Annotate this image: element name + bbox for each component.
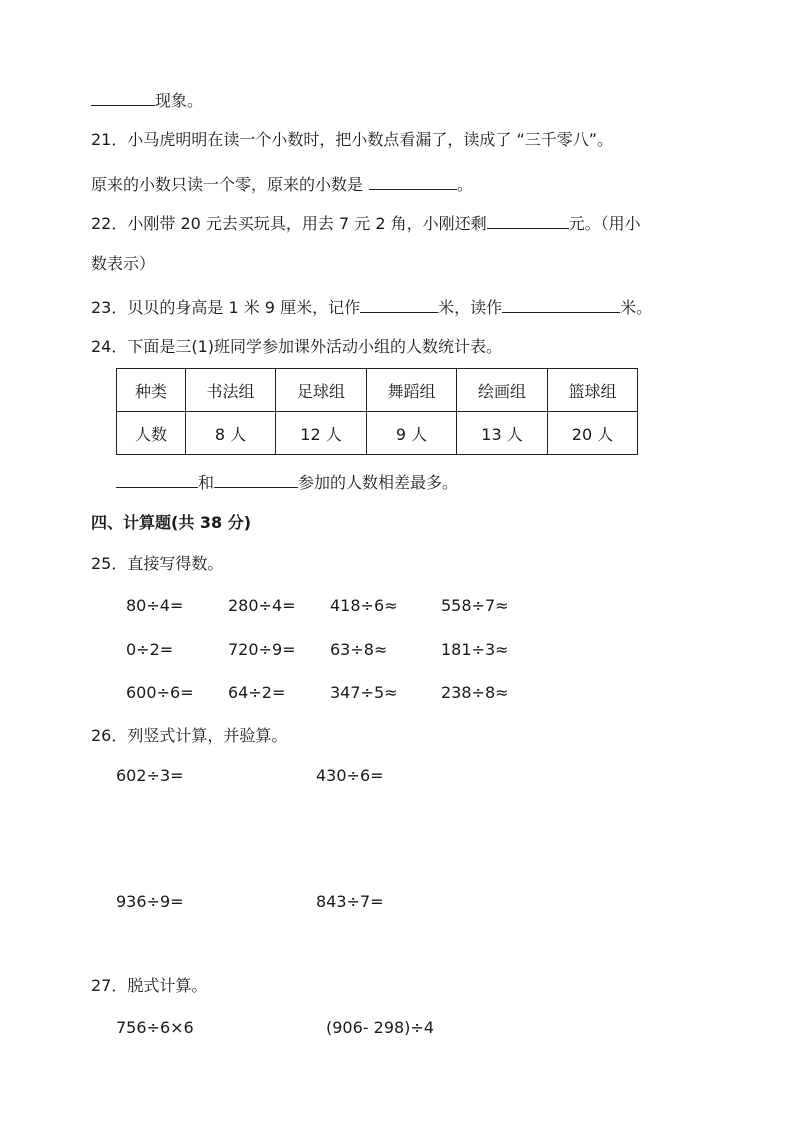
step-calc-item: (906- 298)÷4 (326, 1018, 435, 1037)
table-cell: 12 人 (276, 412, 367, 455)
step-calc-item: 756÷6×6 (116, 1018, 194, 1037)
table-cell: 人数 (117, 412, 186, 455)
calc-item: 238÷8≈ (441, 683, 509, 702)
calc-item: 600÷6= (126, 683, 194, 702)
q20-tail-text: 现象。 (155, 91, 204, 110)
table-row (117, 369, 638, 412)
calc-item: 0÷2= (126, 640, 174, 659)
q21-line1: 21．小马虎明明在读一个小数时，把小数点看漏了，读成了 “三千零八”。 (91, 130, 614, 149)
calc-item: 64÷2= (228, 683, 286, 702)
q24-ask-text: 参加的人数相差最多。 (298, 473, 459, 492)
calc-item: 720÷9= (228, 640, 296, 659)
vertical-calc-item: 602÷3= (116, 766, 184, 785)
answer-blank[interactable] (502, 296, 620, 313)
table-cell: 种类 (117, 369, 186, 412)
answer-blank[interactable] (214, 471, 298, 488)
calc-item: 347÷5≈ (330, 683, 398, 702)
q21-line2-end: 。 (457, 175, 474, 194)
table-cell: 书法组 (186, 369, 276, 412)
calc-item: 63÷8≈ (330, 640, 388, 659)
table-cell: 篮球组 (548, 369, 638, 412)
answer-blank[interactable] (91, 89, 155, 106)
q23-text-pre: 23．贝贝的身高是 1 米 9 厘米，记作 (91, 298, 361, 317)
q26-prompt: 26．列竖式计算，并验算。 (91, 726, 288, 745)
q20-tail-line (91, 89, 203, 111)
q24-prompt: 24．下面是三(1)班同学参加课外活动小组的人数统计表。 (91, 337, 503, 356)
table-cell: 9 人 (367, 412, 457, 455)
answer-blank[interactable] (487, 212, 569, 229)
q23-text-mid: 米，读作 (438, 298, 503, 317)
section-title: 四、计算题(共 38 分) (91, 513, 252, 532)
calc-item: 280÷4= (228, 596, 296, 615)
table-cell: 20 人 (548, 412, 638, 455)
answer-blank[interactable] (369, 173, 457, 190)
calc-item: 181÷3≈ (441, 640, 509, 659)
q24-ask-line (116, 471, 458, 493)
table-cell: 足球组 (276, 369, 367, 412)
q24-ask-mid: 和 (198, 473, 215, 492)
answer-blank[interactable] (360, 296, 438, 313)
table-cell: 13 人 (457, 412, 548, 455)
q22-line1-end: 元。（用小 (568, 214, 641, 233)
calc-item: 558÷7≈ (441, 596, 509, 615)
vertical-calc-item: 936÷9= (116, 892, 184, 911)
table-cell: 8 人 (186, 412, 276, 455)
calc-item: 80÷4= (126, 596, 184, 615)
q23-text-post: 米。 (620, 298, 653, 317)
vertical-calc-item: 430÷6= (316, 766, 384, 785)
q22-line1-text: 22．小刚带 20 元去买玩具，用去 7 元 2 角，小刚还剩 (91, 214, 487, 233)
q22-line2: 数表示） (91, 254, 156, 273)
q23-line (91, 296, 652, 318)
table-row (117, 412, 638, 455)
q25-prompt: 25．直接写得数。 (91, 554, 224, 573)
table-cell: 绘画组 (457, 369, 548, 412)
q21-line2-text: 原来的小数只读一个零，原来的小数是 (91, 175, 364, 194)
q21-line2 (91, 173, 473, 195)
activity-group-table (116, 368, 638, 455)
q22-line1 (91, 212, 641, 234)
q27-prompt: 27．脱式计算。 (91, 976, 208, 995)
answer-blank[interactable] (116, 471, 198, 488)
vertical-calc-item: 843÷7= (316, 892, 384, 911)
table-cell: 舞蹈组 (367, 369, 457, 412)
calc-item: 418÷6≈ (330, 596, 398, 615)
